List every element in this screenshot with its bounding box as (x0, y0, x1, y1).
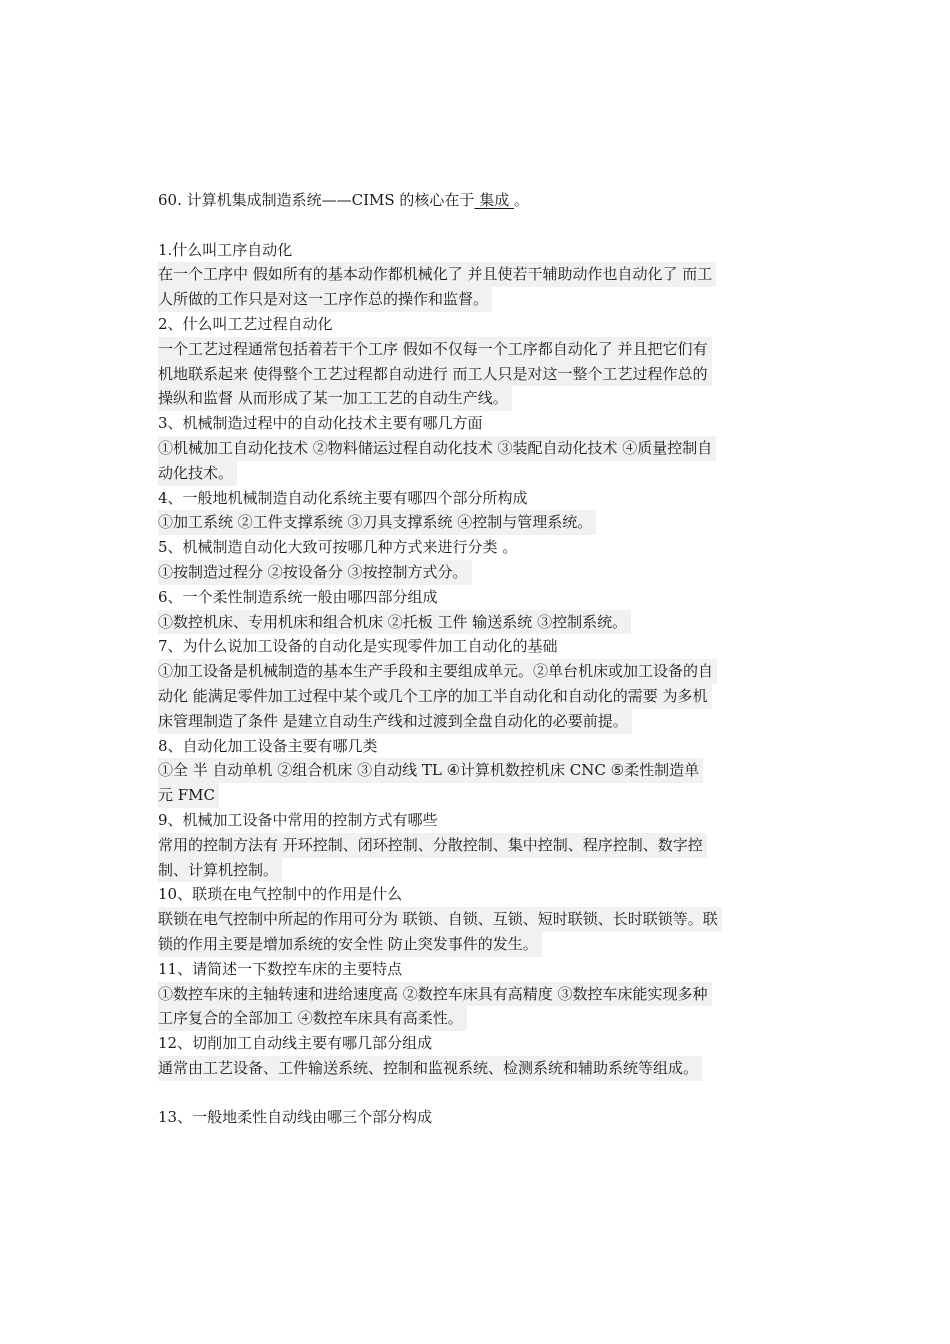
answer-text: 在一个工序中 假如所有的基本动作都机械化了 并且使若干辅助动作也自动化了 而工 (158, 262, 716, 287)
answer-text: ①加工系统 ②工件支撑系统 ③刀具支撑系统 ④控制与管理系统。 (158, 510, 596, 535)
intro-line (158, 188, 798, 213)
question-line (158, 535, 798, 560)
question-line (158, 808, 798, 833)
document-body (158, 188, 798, 1130)
answer-text: ①机械加工自动化技术 ②物料储运过程自动化技术 ③装配自动化技术 ④质量控制自 (158, 436, 716, 461)
answer-line (158, 510, 798, 535)
question-text: 10、联琐在电气控制中的作用是什么 (158, 885, 403, 904)
blank-line (158, 1081, 798, 1106)
question-line (158, 238, 798, 263)
answer-line (158, 858, 798, 883)
blank-line (158, 213, 798, 238)
answer-line (158, 1056, 798, 1081)
answer-text: ①按制造过程分 ②按设备分 ③按控制方式分。 (158, 560, 472, 585)
answer-line (158, 982, 798, 1007)
answer-text: 操纵和监督 从而形成了某一加工工艺的自动生产线。 (158, 386, 512, 411)
question-text: 2、什么叫工艺过程自动化 (158, 314, 333, 333)
answer-text: 机地联系起来 使得整个工艺过程都自动进行 而工人只是对这一整个工艺过程作总的 (158, 362, 712, 387)
answer-line (158, 907, 798, 932)
answer-line (158, 709, 798, 734)
question-text: 5、机械制造自动化大致可按哪几种方式来进行分类 。 (158, 538, 518, 557)
answer-text: 动化 能满足零件加工过程中某个或几个工序的加工半自动化和自动化的需要 为多机 (158, 684, 712, 709)
answer-line (158, 610, 798, 635)
answer-line (158, 758, 798, 783)
answer-line (158, 560, 798, 585)
question-line (158, 882, 798, 907)
answer-line (158, 1006, 798, 1031)
tail-question (158, 1105, 798, 1130)
answer-text: ①加工设备是机械制造的基本生产手段和主要组成单元。②单台机床或加工设备的自 (158, 659, 717, 684)
question-line (158, 411, 798, 436)
tail-question-text: 13、一般地柔性自动线由哪三个部分构成 (158, 1108, 433, 1127)
answer-text: 制、计算机控制。 (158, 858, 282, 883)
qa-list (158, 238, 798, 1081)
question-line (158, 486, 798, 511)
answer-text: 常用的控制方法有 开环控制、闭环控制、分散控制、集中控制、程序控制、数字控 (158, 833, 707, 858)
answer-line (158, 684, 798, 709)
question-text: 9、机械加工设备中常用的控制方式有哪些 (158, 810, 438, 829)
answer-line (158, 833, 798, 858)
question-text: 1.什么叫工序自动化 (158, 240, 293, 259)
answer-line (158, 461, 798, 486)
question-line (158, 585, 798, 610)
answer-text: ①数控车床的主轴转速和进给速度高 ②数控车床具有高精度 ③数控车床能实现多种 (158, 982, 712, 1007)
intro-suffix: 。 (513, 191, 529, 209)
answer-text: 人所做的工作只是对这一工序作总的操作和监督。 (158, 287, 492, 312)
question-text: 3、机械制造过程中的自动化技术主要有哪几方面 (158, 414, 483, 433)
question-text: 12、切削加工自动线主要有哪几部分组成 (158, 1034, 433, 1053)
question-text: 11、请简述一下数控车床的主要特点 (158, 959, 403, 978)
question-line (158, 957, 798, 982)
question-line (158, 734, 798, 759)
intro-answer-underlined: 集成 (474, 191, 514, 209)
answer-line (158, 362, 798, 387)
question-text: 7、为什么说加工设备的自动化是实现零件加工自动化的基础 (158, 637, 558, 656)
answer-text: 一个工艺过程通常包括着若干个工序 假如不仅每一个工序都自动化了 并且把它们有 (158, 337, 712, 362)
answer-text: 锁的作用主要是增加系统的安全性 防止突发事件的发生。 (158, 932, 542, 957)
answer-text: 床管理制造了条件 是建立自动生产线和过渡到全盘自动化的必要前提。 (158, 709, 632, 734)
answer-line (158, 659, 798, 684)
answer-text: 联锁在电气控制中所起的作用可分为 联锁、自锁、互锁、短时联锁、长时联锁等。联 (158, 907, 722, 932)
question-text: 4、一般地机械制造自动化系统主要有哪四个部分所构成 (158, 488, 528, 507)
intro-text: 60. 计算机集成制造系统——CIMS 的核心在于 (158, 191, 475, 209)
answer-text: 元 FMC (158, 783, 219, 808)
answer-line (158, 287, 798, 312)
answer-text: 通常由工艺设备、工件输送系统、控制和监视系统、检测系统和辅助系统等组成。 (158, 1056, 702, 1081)
question-line (158, 312, 798, 337)
question-text: 6、一个柔性制造系统一般由哪四部分组成 (158, 587, 438, 606)
answer-line (158, 337, 798, 362)
answer-text: ①全 半 自动单机 ②组合机床 ③自动线 TL ④计算机数控机床 CNC ⑤柔性制造单 (158, 758, 703, 783)
answer-line (158, 783, 798, 808)
answer-line (158, 386, 798, 411)
question-line (158, 634, 798, 659)
answer-line (158, 436, 798, 461)
answer-text: 动化技术。 (158, 461, 237, 486)
answer-line (158, 932, 798, 957)
answer-text: ①数控机床、专用机床和组合机床 ②托板 工件 输送系统 ③控制系统。 (158, 610, 631, 635)
answer-line (158, 262, 798, 287)
question-text: 8、自动化加工设备主要有哪几类 (158, 736, 378, 755)
answer-text: 工序复合的全部加工 ④数控车床具有高柔性。 (158, 1006, 467, 1031)
question-line (158, 1031, 798, 1056)
